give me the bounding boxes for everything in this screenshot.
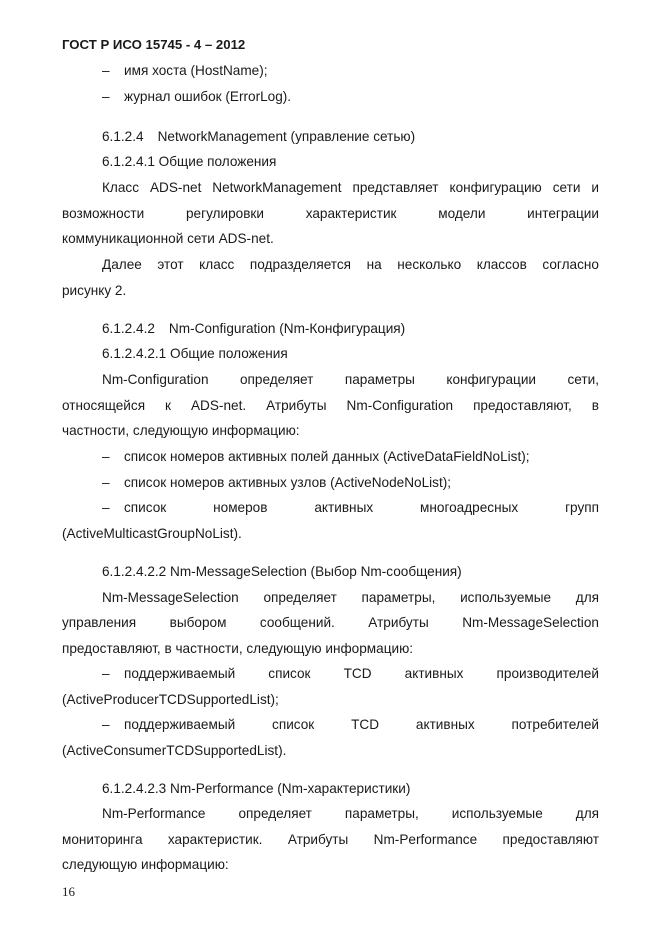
- word: относящейся: [62, 398, 146, 413]
- paragraph-line: частности, следующую информацию:: [62, 423, 300, 438]
- word: сети,: [567, 372, 599, 387]
- word: активных: [404, 666, 464, 681]
- word: этот: [157, 257, 184, 272]
- list-item: [102, 717, 599, 733]
- section-heading: [102, 129, 415, 145]
- dash-marker: –: [102, 449, 110, 464]
- list-item-text: имя хоста (HostName);: [124, 63, 268, 78]
- word: ADS-net.: [190, 398, 247, 413]
- paragraph-line: (ActiveProducerTCDSupportedList);: [62, 692, 279, 707]
- list-item-text: список номеров активных узлов (ActiveNodeNoList);: [124, 475, 452, 490]
- paragraph-line: следующую информацию:: [62, 857, 229, 872]
- word: согласно: [542, 257, 599, 272]
- list-item: [102, 63, 268, 79]
- word: определяет: [238, 806, 312, 821]
- word: управления: [62, 615, 137, 630]
- word: список: [268, 666, 311, 681]
- word: сети: [552, 180, 581, 195]
- paragraph-line: [102, 257, 599, 273]
- word: регулировки: [185, 206, 264, 221]
- word: Далее: [102, 257, 142, 272]
- word: на: [366, 257, 382, 272]
- paragraph-line: [102, 372, 599, 388]
- section-heading: [102, 321, 405, 337]
- section-number: 6.1.2.4.2: [102, 321, 155, 336]
- list-item: [102, 89, 291, 105]
- word: и: [591, 180, 599, 195]
- dash-marker: –: [102, 475, 110, 490]
- word: к: [165, 398, 171, 413]
- section-title: NetworkManagement (управление сетью): [157, 129, 416, 144]
- word: Nm-Configuration: [102, 372, 209, 387]
- word: для: [575, 590, 599, 605]
- word: номеров: [213, 500, 268, 515]
- page-number: 16: [62, 884, 75, 899]
- word: поддерживаемый: [124, 666, 236, 681]
- word: групп: [565, 500, 599, 515]
- word: представляет: [352, 180, 439, 195]
- word: интеграции: [527, 206, 599, 221]
- word: активных: [314, 500, 374, 515]
- word: сообщений.: [259, 615, 335, 630]
- list-item-text: [124, 500, 599, 516]
- word: подразделяется: [249, 257, 352, 272]
- word: классов: [476, 257, 527, 272]
- word: конфигурацию: [449, 180, 542, 195]
- word: характеристик: [305, 206, 397, 221]
- paragraph-line: рисунку 2.: [62, 283, 127, 298]
- paragraph-line: [62, 832, 599, 848]
- paragraph-line: [102, 806, 599, 822]
- paragraph-line: [62, 206, 599, 222]
- paragraph-line: (ActiveConsumerTCDSupportedList).: [62, 743, 287, 758]
- list-item-text: список номеров активных полей данных (ActiveDataFieldNoList);: [124, 449, 530, 464]
- paragraph-line: (ActiveMulticastGroupNoList).: [62, 526, 242, 541]
- word: определяет: [239, 372, 314, 387]
- list-item: [102, 449, 530, 465]
- word: активных: [415, 717, 475, 732]
- word: используемые: [451, 806, 543, 821]
- paragraph-line: [62, 398, 599, 414]
- list-item: [102, 666, 599, 682]
- word: несколько: [397, 257, 462, 272]
- word: параметры: [344, 372, 415, 387]
- word: Nm-Configuration: [346, 398, 454, 413]
- word: поддерживаемый: [124, 717, 236, 732]
- word: ADS-net: [149, 180, 202, 195]
- word: характеристик.: [167, 832, 263, 847]
- dash-marker: –: [102, 500, 110, 515]
- word: Nm-MessageSelection: [462, 615, 599, 630]
- subsection-heading: 6.1.2.4.2.3 Nm-Performance (Nm-характеристики): [102, 781, 411, 796]
- dash-marker: –: [102, 717, 110, 732]
- word: конфигурации: [446, 372, 537, 387]
- word: многоадресных: [420, 500, 519, 515]
- word: список: [272, 717, 315, 732]
- section-number: 6.1.2.4: [102, 129, 144, 144]
- word: Nm-Performance: [102, 806, 206, 821]
- word: возможности: [62, 206, 145, 221]
- word: предоставляют: [502, 832, 599, 847]
- subsection-heading: 6.1.2.4.2.2 Nm-MessageSelection (Выбор Nm-сообщения): [102, 564, 462, 579]
- list-item-text: журнал ошибок (ErrorLog).: [124, 89, 292, 104]
- word: класс: [199, 257, 235, 272]
- word: TCD: [343, 666, 372, 681]
- word: TCD: [351, 717, 380, 732]
- word: Атрибуты: [287, 832, 349, 847]
- paragraph-line: [62, 615, 599, 631]
- list-item: [102, 500, 599, 516]
- word: выбором: [169, 615, 227, 630]
- word: мониторинга: [62, 832, 143, 847]
- word: список: [124, 500, 167, 515]
- section-title: Nm-Configuration (Nm-Конфигурация): [168, 321, 406, 336]
- word: Атрибуты: [368, 615, 429, 630]
- dash-marker: –: [102, 666, 110, 681]
- word: определяет: [263, 590, 337, 605]
- word: в: [591, 398, 599, 413]
- list-item-text: [124, 666, 599, 682]
- paragraph-line: [102, 590, 599, 606]
- word: потребителей: [511, 717, 599, 732]
- word: используемые: [460, 590, 552, 605]
- word: для: [575, 806, 599, 821]
- paragraph-line: коммуникационной сети ADS-net.: [62, 231, 274, 246]
- paragraph-line: предоставляют, в частности, следующую информацию:: [62, 641, 414, 656]
- word: производителей: [496, 666, 599, 681]
- word: параметры,: [361, 590, 436, 605]
- list-item-text: [124, 717, 599, 733]
- paragraph-line: [102, 180, 599, 196]
- word: Nm-Performance: [373, 832, 478, 847]
- word: параметры,: [344, 806, 419, 821]
- list-item: [102, 475, 451, 491]
- dash-marker: –: [102, 89, 110, 104]
- subsection-heading: 6.1.2.4.1 Общие положения: [102, 154, 277, 169]
- dash-marker: –: [102, 63, 110, 78]
- word: Атрибуты: [266, 398, 327, 413]
- word: Nm-MessageSelection: [102, 590, 239, 605]
- subsection-heading: 6.1.2.4.2.1 Общие положения: [102, 346, 288, 361]
- word: Класс: [102, 180, 140, 195]
- word: NetworkManagement: [212, 180, 342, 195]
- document-header: ГОСТ Р ИСО 15745 - 4 – 2012: [62, 37, 246, 52]
- word: предоставляют,: [473, 398, 572, 413]
- word: модели: [438, 206, 486, 221]
